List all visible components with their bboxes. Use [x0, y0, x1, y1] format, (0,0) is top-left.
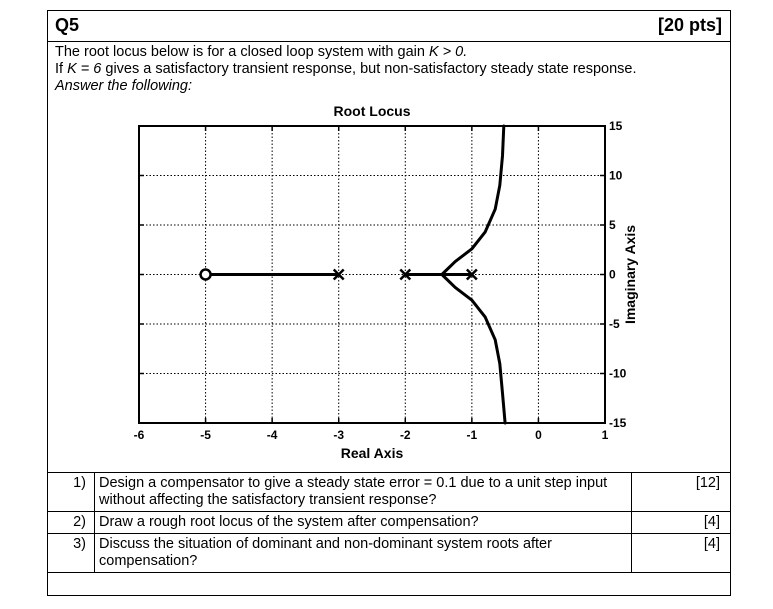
y-tick-label: -10: [609, 366, 627, 381]
question-points: [20 pts]: [657, 15, 722, 35]
question-marks: [4]: [632, 512, 731, 534]
question-text: Discuss the situation of dominant and non-dominant system roots after compensation?: [95, 534, 632, 573]
question-row: [48, 512, 731, 534]
questions-table: [47, 472, 731, 573]
chart-ticks: [134, 119, 627, 442]
y-axis-label: Imaginary Axis: [622, 224, 638, 325]
stem-line-2-pre: If: [55, 61, 68, 77]
stem-line-1-text: The root locus below is for a closed loop system with gain: [55, 44, 429, 60]
question-number: Q5: [55, 15, 80, 35]
stem-line-3: Answer the following:: [55, 78, 193, 94]
x-tick-label: -4: [266, 428, 278, 442]
x-axis-label: Real Axis: [340, 445, 404, 461]
question-num: 2): [48, 512, 95, 534]
y-tick-label: 0: [609, 267, 616, 282]
stem-line-1-math: K > 0.: [428, 44, 468, 60]
locus-branches: [206, 126, 506, 423]
stem-line-2-math: K = 6: [67, 61, 102, 77]
zero-marker: [201, 270, 211, 280]
y-tick-label: 10: [609, 168, 623, 183]
question-text: Draw a rough root locus of the system after compensation?: [95, 512, 632, 534]
question-text: Design a compensator to give a steady state error = 0.1 due to a unit step input without affecting the satisfactory transient response?: [95, 473, 632, 512]
locus-branch: [442, 126, 504, 275]
question-row: [48, 473, 731, 512]
x-tick-label: -1: [466, 428, 478, 442]
x-tick-label: -3: [333, 428, 345, 442]
question-num: 1): [48, 473, 95, 512]
x-tick-label: 1: [601, 428, 609, 442]
question-row: [48, 534, 731, 573]
y-tick-label: -5: [609, 317, 620, 331]
chart-title: Root Locus: [333, 103, 411, 119]
stem-line-2-post: gives a satisfactory transient response, but non-satisfactory steady state response.: [101, 61, 637, 77]
question-marks: [12]: [632, 473, 731, 512]
x-tick-label: -2: [399, 428, 411, 442]
question-marks: [4]: [632, 534, 731, 573]
x-tick-label: -5: [200, 428, 211, 442]
y-tick-label: -15: [609, 416, 627, 430]
x-tick-label: -6: [133, 428, 145, 442]
y-tick-label: 5: [609, 218, 616, 232]
locus-branch: [442, 275, 505, 424]
x-tick-label: 0: [535, 428, 542, 442]
question-num: 3): [48, 534, 95, 573]
y-tick-label: 15: [609, 119, 623, 133]
